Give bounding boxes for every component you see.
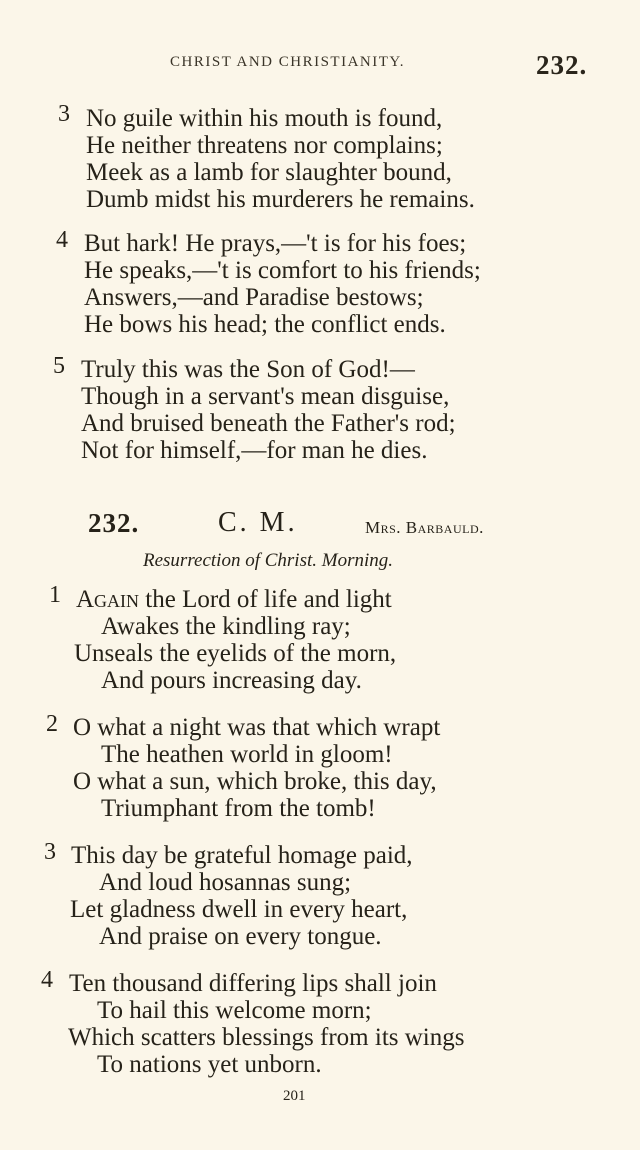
stanza-number: 4 [41,967,53,993]
stanza-number: 5 [53,353,65,379]
hymn-meter: C. M. [218,507,298,538]
stanza-number: 4 [56,227,68,253]
verse-line: He neither threatens nor complains; [86,132,443,159]
verse-line: And pours increasing day. [101,667,362,694]
verse-line: This day be grateful homage paid, [71,842,413,869]
verse-line: Triumphant from the tomb! [101,795,376,822]
stanza-number: 1 [49,582,61,608]
verse-line: He speaks,—'t is comfort to his friends; [84,257,481,284]
verse-line: O what a sun, which broke, this day, [73,768,437,795]
first-word: Again [76,586,140,613]
hymn-author: Mrs. Barbauld. [365,518,484,537]
verse-line: Let gladness dwell in every heart, [70,896,408,923]
verse-line: But hark! He prays,—'t is for his foes; [84,230,467,257]
verse-line: Answers,—and Paradise bestows; [84,284,424,311]
verse-line: The heathen world in gloom! [101,741,393,768]
header-hymn-number: 232. [536,50,588,80]
verse-line: No guile within his mouth is found, [86,105,443,132]
running-title: CHRIST AND CHRISTIANITY. [170,54,406,70]
verse-line: To hail this welcome morn; [97,997,372,1024]
verse-line: To nations yet unborn. [97,1051,322,1078]
verse-line [76,587,392,612]
verse-line: He bows his head; the conflict ends. [84,311,446,338]
verse-line: Though in a servant's mean disguise, [81,383,450,410]
verse-line: Which scatters blessings from its wings [68,1024,465,1051]
hymn-subtitle: Resurrection of Christ. Morning. [143,550,393,571]
verse-line: O what a night was that which wrapt [73,714,441,741]
hymn-number: 232. [88,508,140,538]
verse-line: Not for himself,—for man he dies. [81,437,428,464]
verse-line: Dumb midst his murderers he remains. [86,186,475,213]
verse-line: Meek as a lamb for slaughter bound, [86,159,452,186]
verse-line: Ten thousand differing lips shall join [69,970,437,997]
stanza-number: 2 [46,711,58,737]
stanza-number: 3 [44,839,56,865]
verse-line: Unseals the eyelids of the morn, [74,640,397,667]
stanza-number: 3 [58,101,70,127]
verse-line: And loud hosannas sung; [99,869,352,896]
verse-line: Awakes the kindling ray; [101,613,351,640]
verse-line-rest: the Lord of life and light [139,586,392,613]
verse-line: And praise on every tongue. [99,923,382,950]
verse-line: And bruised beneath the Father's rod; [81,410,456,437]
page-number: 201 [283,1088,306,1104]
verse-line: Truly this was the Son of God!— [81,356,415,383]
